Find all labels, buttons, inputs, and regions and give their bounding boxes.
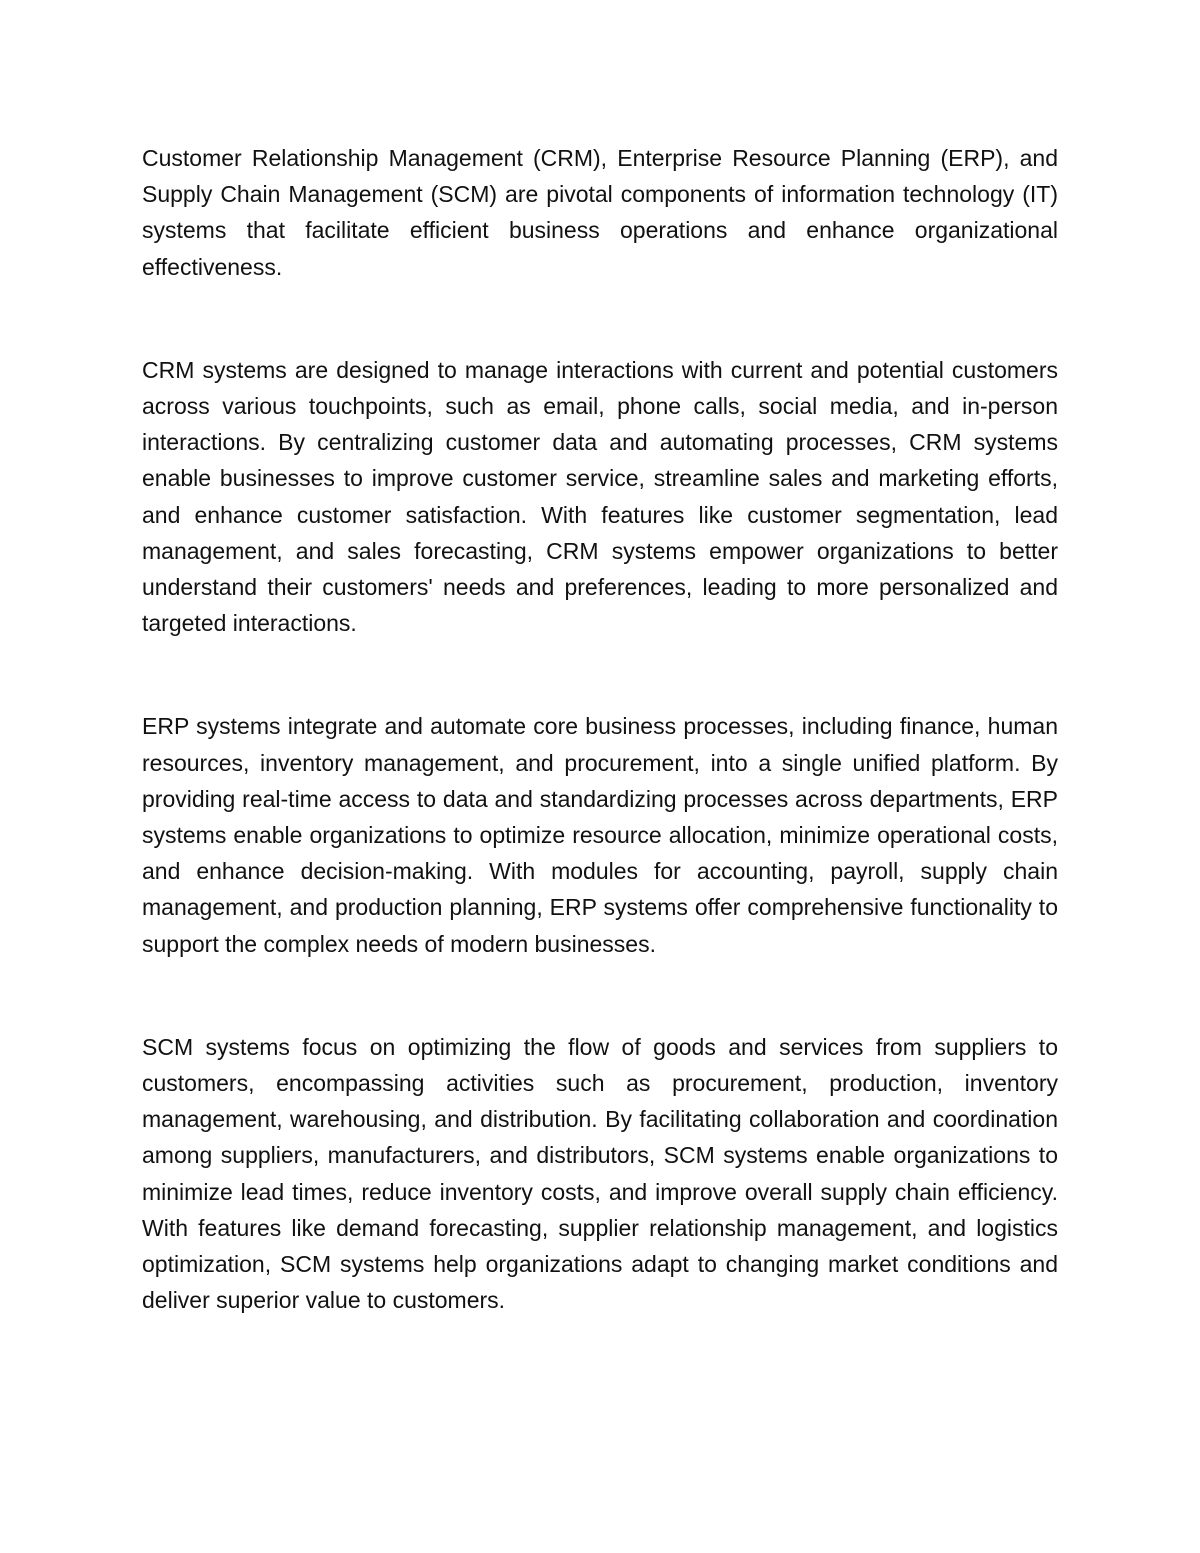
- paragraph-spacer: [142, 285, 1058, 352]
- paragraph-erp: ERP systems integrate and automate core business processes, including finance, human resources, inventory management, and procurement, into a single unified platform. By providing real-time access to data and standardizing processes across departments, ERP systems enable organizations to optimize resource allocation, minimize operational costs, and enhance decision-making. With modules for accounting, payroll, supply chain management, and production planning, ERP systems offer comprehensive functionality to support the complex needs of modern businesses.: [142, 713, 1058, 957]
- paragraph-spacer: [142, 962, 1058, 1029]
- paragraph-intro: Customer Relationship Management (CRM), Enterprise Resource Planning (ERP), and Supply Chain Management (SCM) are pivotal components of information technology (IT) systems that facilitate efficient business operations and enhance organizational effectiveness.: [142, 145, 1058, 280]
- paragraph-spacer: [142, 641, 1058, 708]
- paragraph-crm: CRM systems are designed to manage interactions with current and potential customers across various touchpoints, such as email, phone calls, social media, and in-person interactions. By centralizing customer data and automating processes, CRM systems enable businesses to improve customer service, streamline sales and marketing efforts, and enhance customer satisfaction. With features like customer segmentation, lead management, and sales forecasting, CRM systems empower organizations to better understand their customers' needs and preferences, leading to more personalized and targeted interactions.: [142, 356, 1058, 637]
- document-body: [142, 140, 1058, 1318]
- paragraph-scm: SCM systems focus on optimizing the flow of goods and services from suppliers to customers, encompassing activities such as procurement, production, inventory management, warehousing, and distribution. By facilitating collaboration and coordination among suppliers, manufacturers, and distributors, SCM systems enable organizations to minimize lead times, reduce inventory costs, and improve overall supply chain efficiency. With features like demand forecasting, supplier relationship management, and logistics optimization, SCM systems help organizations adapt to changing market conditions and deliver superior value to customers.: [142, 1033, 1058, 1314]
